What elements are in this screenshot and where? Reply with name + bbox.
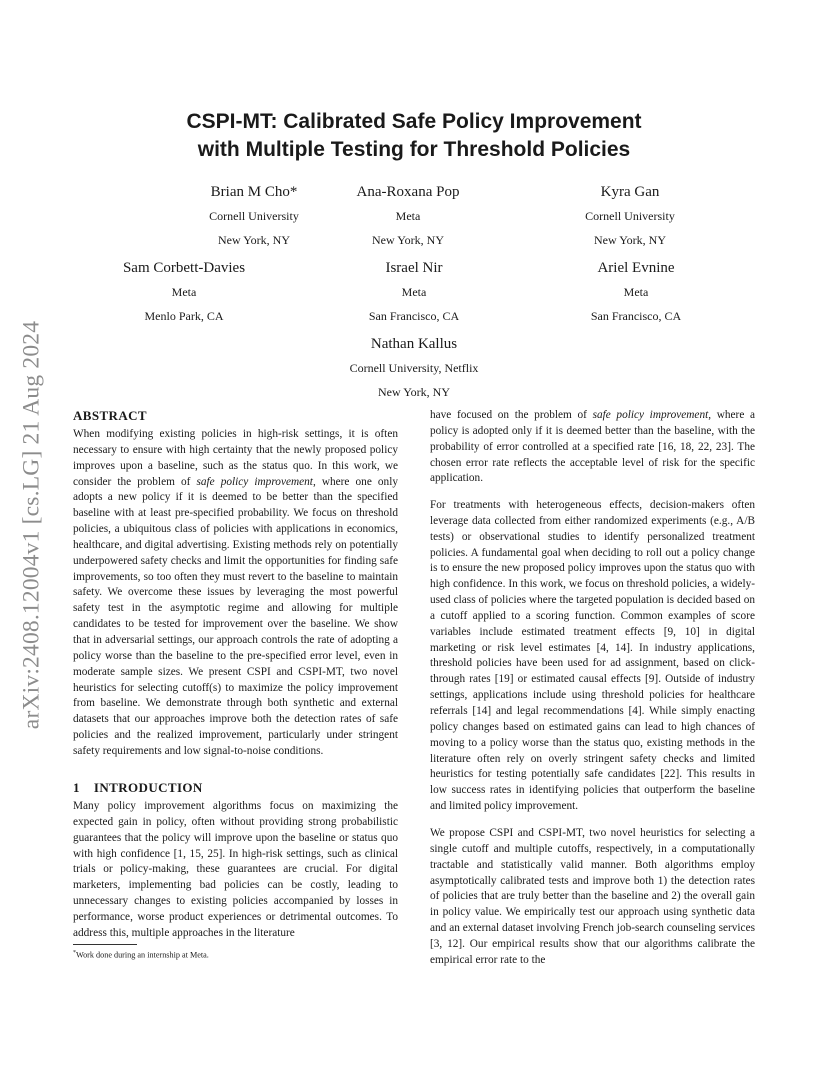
author-location: New York, NY (371, 233, 444, 247)
paper-title (100, 108, 728, 164)
author-name: Sam Corbett-Davies (122, 260, 246, 276)
abstract-text: When modifying existing policies in high-risk settings, it is often necessary to ensure with high certainty that the newly proposed policy improves upon a baseline, such as the status quo. In this work, we consider the problem of safe policy improvement, where one only adopts a new policy if it is deemed to be better than the specified baseline with at least pre-specified probability. We focus on threshold policies, a ubiquitous class of policies with applications in economics, healthcare, and digital advertising. Existing methods rely on potentially underpowered safety checks and limit the opportunities for finding safe improvements, so too often they must revert to the baseline to maintain safety. We overcome these issues by leveraging the most powerful safety test in the asymptotic regime and allowing for multiple candidates to be tested for improvement over the baseline. We show that in adversarial settings, our approach controls the rate of adopting a policy worse than the baseline to the pre-specified error level, even in moderate sample sizes. We present CSPI and CSPI-MT, two novel heuristics for selecting cutoff(s) to maximize the policy improvement from baseline. We demonstrate through both synthetic and external datasets that our approaches improve both the detection rates of safe policies and the realized improvement, particularly under stringent safety requirements and low signal-to-noise conditions. (73, 428, 398, 757)
author-affiliation: Cornell University (585, 209, 675, 223)
abstract-heading: ABSTRACT (73, 408, 147, 423)
footnote-text: Work done during an internship at Meta. (76, 950, 209, 960)
arxiv-identifier: arXiv:2408.12004v1 [cs.LG] 21 Aug 2024 (18, 320, 45, 730)
section-number: 1 (73, 780, 80, 795)
intro-paragraph-2: For treatments with heterogeneous effects, decision-makers often leverage data collected from either randomized experiments (e.g., A/B tests) or observational studies to identify personalized treatment policies. A fundamental goal when deciding to roll out a policy change is to ensure the new proposed policy improves upon the status quo with high confidence. In this work, we focus on threshold policies, a widely-used class of policies where the targeted population is decided based on a cutoff applied to a scoring function. Common examples of score variables include estimated treatment effects [9, 10] in digital marketing or risk level estimates [4, 14]. In industry applications, threshold policies have been used for ad assignment, based on click-through rates [19] or estimated causal effects [9]. Outside of industry settings, applications include using threshold policies for healthcare referrals [14] and legal recommendations [4]. While simply enacting policy changes based on estimated gains can lead to high chances of moving to a policy worse than the status quo, existing methods in the literature often rely on overly stringent safety checks and limited heuristics for testing potentially safe candidates [22]. This results in low success rates in identifying policies that outperform the baseline and limited policy improvement. (430, 499, 755, 813)
intro-paragraph-3: We propose CSPI and CSPI-MT, two novel heuristics for selecting a single cutoff and multiple cutoffs, respectively, in a computationally tractable and statistically valid manner. Both algorithms employ asymptotically calibrated tests and improve both 1) the detection rates of policies that are truly better than the baseline and 2) the overall gain in policy value. We empirically test our approach using synthetic data and an external dataset involving French job-search counseling services [3, 12]. Our empirical results show that our algorithms calibrate the empirical error rate to the (430, 827, 755, 966)
author-location: San Francisco, CA (590, 309, 682, 323)
author-location: New York, NY (593, 233, 666, 247)
title-line-2: with Multiple Testing for Threshold Policies (197, 138, 631, 161)
footnote-mark: * (73, 950, 76, 956)
author-affiliation: Meta (623, 285, 649, 299)
footnote (73, 948, 209, 961)
author-name: Ariel Evnine (597, 260, 675, 276)
author-location: Menlo Park, CA (144, 309, 224, 323)
intro-paragraph-1-continued: have focused on the problem of safe policy improvement, where a policy is adopted only if it is deemed better than the baseline, with the probability of error controlled at a specified rate [16, 18, 22, 23]. The chosen error rate reflects the acceptable level of risk for the specific application. (430, 409, 755, 485)
section-title: INTRODUCTION (93, 780, 203, 795)
author-name: Nathan Kallus (370, 336, 458, 352)
author-block-2 (288, 183, 528, 247)
arxiv-sidebar-stamp (6, 290, 58, 760)
author-block-3 (510, 183, 750, 247)
intro-emphasis: safe policy improvement (592, 409, 709, 421)
footnote-rule (73, 944, 137, 945)
author-name: Israel Nir (385, 260, 443, 276)
author-affiliation: Meta (401, 285, 427, 299)
author-affiliation: Meta (395, 209, 421, 223)
abstract-emphasis: safe policy improvement (196, 475, 313, 488)
author-affiliation: Cornell University, Netflix (349, 361, 479, 375)
intro-paragraph-1: Many policy improvement algorithms focus on maximizing the expected gain in policy, often without providing strong probabilistic guarantees that the policy will improve upon the baseline or status quo with high confidence [1, 15, 25]. In high-risk settings, such as clinical trials or policy-making, these guarantees are crucial. For digital marketers, implementing bad policies can be costly, leading to unnecessary changes to existing policies accompanied by losses in performance, worse product experiences or detrimental outcomes. To address this, multiple approaches in the literature (73, 800, 398, 939)
author-affiliation: Meta (171, 285, 197, 299)
title-line-1: CSPI-MT: Calibrated Safe Policy Improvement (186, 110, 642, 133)
author-name: Ana-Roxana Pop (356, 184, 460, 200)
author-name: Brian M Cho* (210, 184, 298, 200)
section-heading-introduction (73, 780, 203, 796)
author-block-7 (294, 335, 534, 399)
author-location: New York, NY (377, 385, 450, 399)
author-block-6 (516, 259, 756, 323)
author-location: New York, NY (217, 233, 290, 247)
author-location: San Francisco, CA (368, 309, 460, 323)
author-block-4 (64, 259, 304, 323)
author-name: Kyra Gan (600, 184, 660, 200)
author-block-5 (294, 259, 534, 323)
author-affiliation: Cornell University (209, 209, 299, 223)
